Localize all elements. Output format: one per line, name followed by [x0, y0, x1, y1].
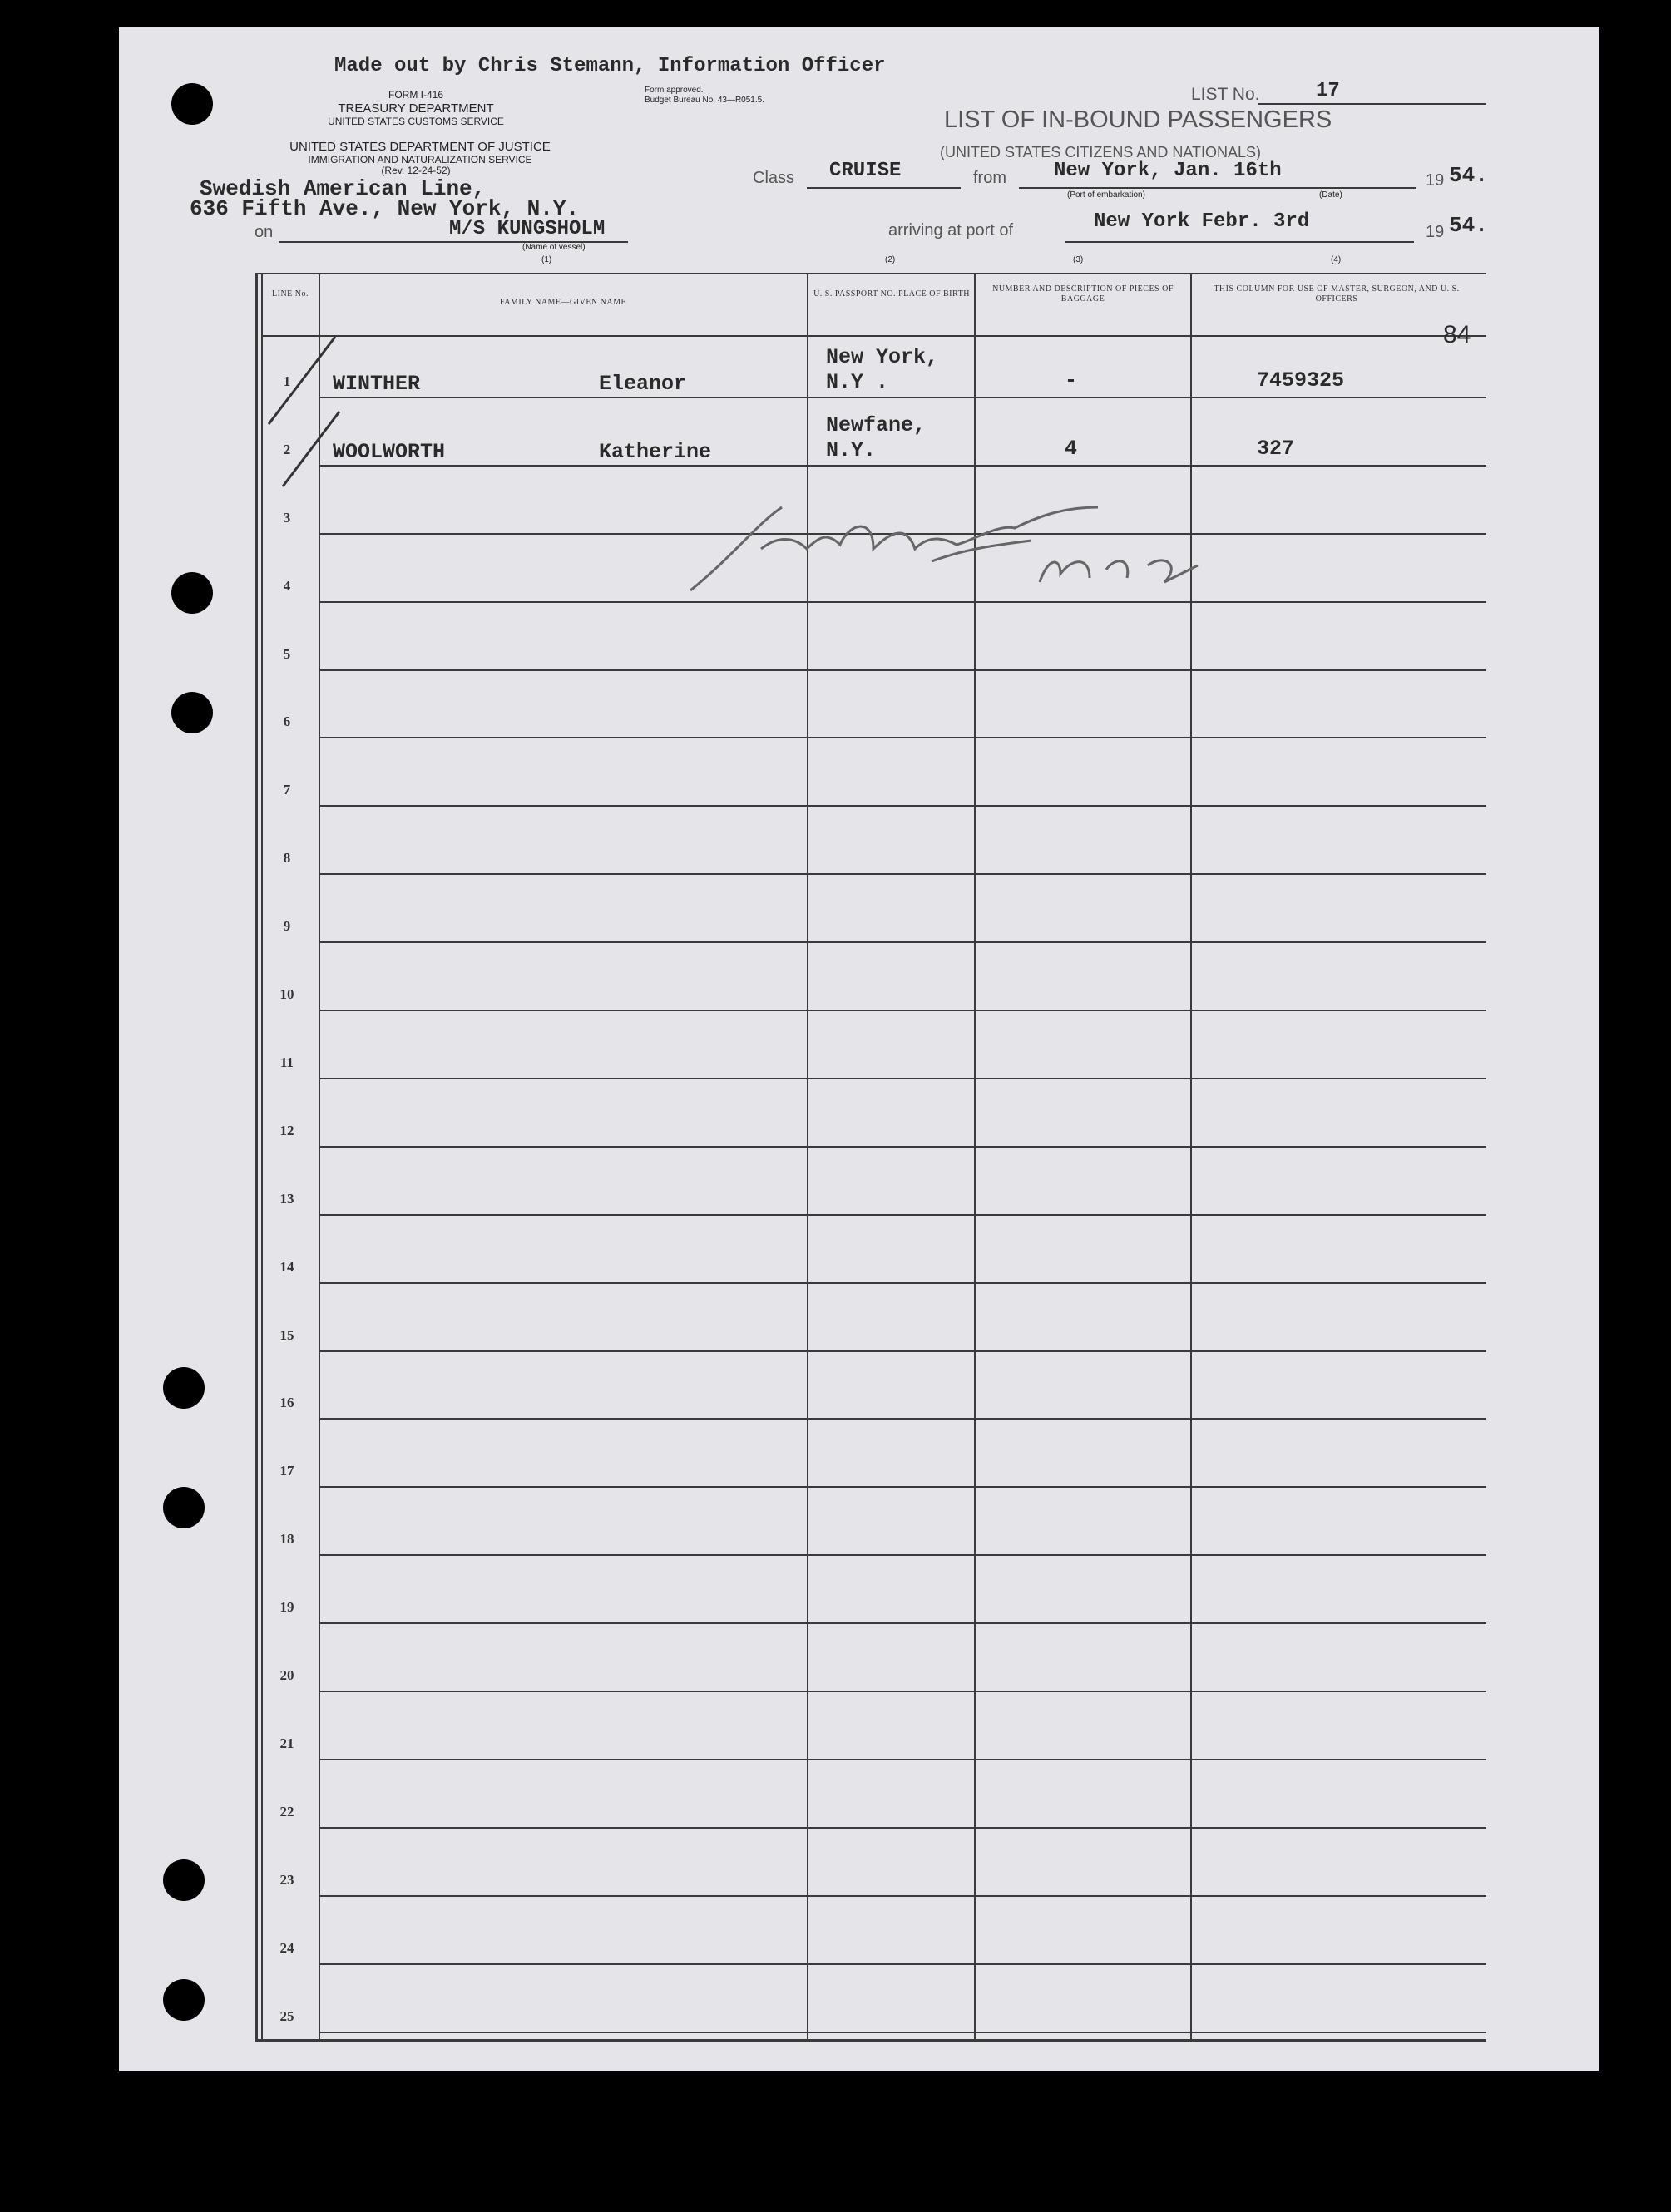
shipping-line-address: 636 Fifth Ave., New York, N.Y. — [190, 196, 580, 221]
row-divider — [319, 1282, 1486, 1284]
row-divider — [319, 2032, 1486, 2033]
port-caption: (Port of embarkation) — [1067, 190, 1145, 200]
punch-hole — [163, 1979, 205, 2021]
arriving-label: arriving at port of — [888, 221, 1014, 239]
punch-hole — [163, 1367, 205, 1409]
row-line-number: 18 — [279, 1531, 294, 1548]
family-name: WINTHER — [333, 372, 421, 396]
row-line-number: 14 — [279, 1258, 294, 1275]
row-divider — [319, 601, 1486, 603]
row-line-number: 20 — [279, 1667, 294, 1683]
family-name: WOOLWORTH — [333, 439, 446, 464]
department-of-justice: UNITED STATES DEPARTMENT OF JUSTICE — [289, 140, 551, 154]
place-of-birth-line-1: New York, — [826, 345, 939, 369]
punch-hole — [171, 692, 213, 733]
list-title: LIST OF IN-BOUND PASSENGERS — [944, 106, 1332, 133]
check-mark — [264, 333, 348, 491]
row-line-number: 23 — [279, 1871, 294, 1888]
date-caption: (Date) — [1319, 190, 1342, 200]
row-line-number: 15 — [279, 1326, 294, 1343]
row-divider — [319, 1078, 1486, 1079]
row-divider — [319, 1827, 1486, 1829]
row-line-number: 17 — [279, 1463, 294, 1479]
place-of-birth-line-2: N.Y . — [826, 370, 889, 394]
row-line-number: 11 — [279, 1054, 294, 1070]
row-divider — [319, 737, 1486, 738]
vessel-caption: (Name of vessel) — [522, 243, 586, 252]
row-line-number: 5 — [283, 645, 291, 662]
shipping-line: Swedish American Line, — [200, 176, 486, 201]
list-subtitle: (UNITED STATES CITIZENS AND NATIONALS) — [940, 144, 1262, 160]
row-line-number: 6 — [283, 713, 291, 730]
row-line-number: 7 — [283, 782, 291, 798]
punch-hole — [171, 83, 213, 125]
year-prefix: 19 — [1426, 223, 1445, 241]
row-line-number: 10 — [279, 986, 294, 1002]
year-suffix: 54. — [1449, 213, 1488, 238]
official-number: 327 — [1257, 436, 1295, 461]
place-of-birth-line-1: Newfane, — [826, 412, 927, 437]
arriving-value: New York Febr. 3rd — [1094, 210, 1310, 233]
header-official-use: THIS COLUMN FOR USE OF MASTER, SURGEON, AND U. S. OFFICERS — [1214, 284, 1460, 304]
column-1-caption: (1) — [541, 255, 552, 264]
naturalization-service: IMMIGRATION AND NATURALIZATION SERVICE — [308, 154, 532, 165]
row-line-number: 2 — [283, 441, 291, 457]
row-divider — [319, 1895, 1486, 1897]
column-4-caption: (4) — [1331, 255, 1342, 264]
row-divider — [319, 805, 1486, 807]
row-line-number: 19 — [279, 1599, 294, 1616]
punch-hole — [171, 572, 213, 614]
from-line — [1019, 187, 1416, 189]
given-name: Eleanor — [599, 372, 687, 396]
row-line-number: 22 — [279, 1803, 294, 1819]
row-divider — [319, 873, 1486, 875]
row-divider — [319, 1622, 1486, 1624]
row-divider — [319, 941, 1486, 943]
list-number-line — [1258, 103, 1486, 105]
row-divider — [319, 465, 1486, 467]
header-family-name: FAMILY NAME—GIVEN NAME — [499, 298, 627, 307]
header-baggage: NUMBER AND DESCRIPTION OF PIECES OF BAGGAGE — [992, 284, 1174, 304]
from-label: from — [973, 169, 1006, 187]
row-line-number: 12 — [279, 1122, 294, 1138]
row-divider — [319, 1554, 1486, 1556]
list-number-label: LIST No. — [1191, 85, 1260, 104]
row-divider — [319, 397, 1486, 398]
vessel-name: M/S KUNGSHOLM — [449, 218, 606, 240]
column-3-caption: (3) — [1073, 255, 1084, 264]
row-line-number: 9 — [283, 918, 291, 935]
year-suffix: 54. — [1449, 163, 1488, 188]
baggage-count: - — [1065, 368, 1078, 393]
row-divider — [319, 1146, 1486, 1148]
row-line-number: 25 — [279, 2007, 294, 2024]
class-value: CRUISE — [829, 160, 902, 182]
budget-bureau: Budget Bureau No. 43—R051.5. — [645, 96, 764, 105]
arriving-line — [1065, 241, 1414, 243]
row-divider — [319, 1759, 1486, 1760]
column-2-caption: (2) — [885, 255, 896, 264]
class-label: Class — [753, 169, 795, 187]
row-line-number: 8 — [283, 850, 291, 867]
row-line-number: 16 — [279, 1395, 294, 1411]
row-line-number: 3 — [283, 509, 291, 526]
row-line-number: 13 — [279, 1190, 294, 1207]
list-number: 17 — [1316, 80, 1340, 102]
row-divider — [319, 669, 1486, 671]
punch-hole — [163, 1859, 205, 1901]
header-passport: U. S. PASSPORT NO. PLACE OF BIRTH — [813, 289, 970, 299]
given-name: Katherine — [599, 439, 712, 464]
form-approved: Form approved. — [645, 86, 704, 95]
row-divider — [319, 1963, 1486, 1965]
customs-service: UNITED STATES CUSTOMS SERVICE — [328, 116, 504, 127]
row-divider — [319, 1350, 1486, 1352]
row-divider — [319, 1010, 1486, 1011]
punch-hole — [163, 1487, 205, 1528]
row-line-number: 24 — [279, 1939, 294, 1956]
form-revision: (Rev. 12-24-52) — [381, 165, 451, 176]
row-divider — [319, 1691, 1486, 1692]
from-value: New York, Jan. 16th — [1054, 160, 1282, 182]
class-line — [807, 187, 961, 189]
on-label: on — [255, 223, 274, 241]
row-divider — [319, 1486, 1486, 1488]
baggage-count: 4 — [1065, 436, 1078, 461]
row-line-number: 21 — [279, 1735, 294, 1751]
row-line-number: 4 — [283, 577, 291, 594]
made-out-by: Made out by Chris Stemann, Information Officer — [334, 55, 886, 77]
row-line-number: 1 — [283, 373, 291, 389]
row-divider — [319, 1214, 1486, 1216]
year-prefix: 19 — [1426, 171, 1445, 190]
treasury-department: TREASURY DEPARTMENT — [338, 101, 494, 116]
page-mark: 84 — [1443, 321, 1471, 348]
row-divider — [319, 1418, 1486, 1420]
official-signature — [682, 491, 1214, 599]
form-number: FORM I-416 — [388, 89, 443, 101]
place-of-birth-line-2: N.Y. — [826, 437, 877, 462]
header-line-no: LINE No. — [272, 289, 309, 299]
official-number: 7459325 — [1257, 368, 1345, 393]
